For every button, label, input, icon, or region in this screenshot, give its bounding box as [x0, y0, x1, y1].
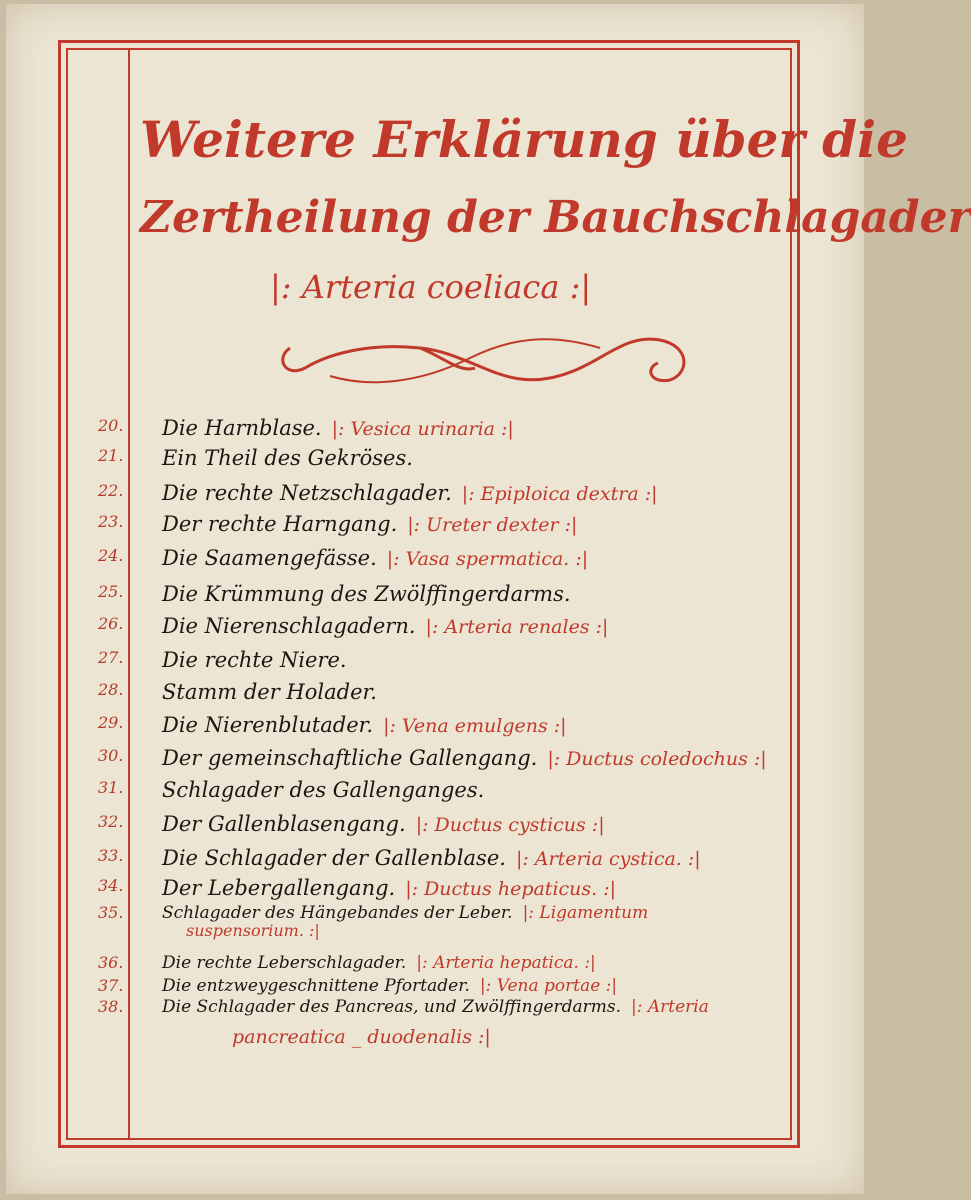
entry-german-term	[162, 997, 709, 1017]
entry-german-term	[162, 953, 596, 973]
entry-row	[0, 713, 872, 743]
entry-number: 33.	[98, 846, 124, 865]
entry-german-text: Der Lebergallengang.	[162, 876, 396, 900]
entry-german-text: Stamm der Holader.	[162, 680, 377, 704]
entry-latin-term: |: Ductus coledochus :|	[547, 748, 767, 770]
entry-german-text: Die Saamengefässe.	[162, 546, 377, 570]
entry-row	[0, 648, 872, 678]
entry-german-text: Die Nierenschlagadern.	[162, 614, 416, 638]
entry-german-term	[162, 876, 616, 900]
entry-number: 30.	[98, 746, 124, 765]
entry-number: 29.	[98, 713, 124, 732]
entry-german-term	[162, 582, 581, 606]
entry-german-term	[162, 903, 648, 923]
title-line-2: Zertheilung der Bauchschlagader	[140, 192, 971, 243]
entry-number: 23.	[98, 512, 124, 531]
entry-number: 21.	[98, 446, 124, 465]
entry-latin-term: |: Ductus cysticus :|	[415, 814, 605, 836]
entry-german-term	[162, 680, 387, 704]
entry-german-text: Die Krümmung des Zwölffingerdarms.	[162, 582, 571, 606]
entry-number: 20.	[98, 416, 124, 435]
entry-german-text: Der rechte Harngang.	[162, 512, 398, 536]
entry-number: 34.	[98, 876, 124, 895]
entry-number: 28.	[98, 680, 124, 699]
entry-german-text: Die rechte Netzschlagader.	[162, 481, 452, 505]
entry-row	[0, 846, 872, 876]
entry-german-text: Die entzweygeschnittene Pfortader.	[162, 976, 470, 996]
entry-german-text: Ein Theil des Gekröses.	[162, 446, 413, 470]
entry-row	[0, 481, 872, 511]
entry-number: 32.	[98, 812, 124, 831]
entry-number: 38.	[98, 997, 124, 1016]
entry-number: 25.	[98, 582, 124, 601]
entry-german-term	[162, 976, 617, 996]
entry-german-text: Schlagader des Gallenganges.	[162, 778, 485, 802]
entry-number: 26.	[98, 614, 124, 633]
entry-german-term	[162, 648, 357, 672]
entry-german-text: Die Schlagader der Gallenblase.	[162, 846, 506, 870]
entry-number: 24.	[98, 546, 124, 565]
entry-latin-term: |: Vesica urinaria :|	[331, 418, 514, 440]
entry-german-term	[162, 446, 423, 470]
entry-latin-term: |: Ligamentum	[522, 903, 649, 923]
entry-german-term	[162, 778, 494, 802]
continuation-35: suspensorium. :|	[186, 921, 320, 940]
entry-german-text: Die rechte Niere.	[162, 648, 347, 672]
entry-number: 36.	[98, 953, 124, 972]
entry-german-text: Der Gallenblasengang.	[162, 812, 406, 836]
entry-german-term	[162, 416, 514, 440]
entry-row	[0, 746, 872, 776]
entry-row	[0, 812, 872, 842]
continuation-38: pancreatica _ duodenalis :|	[232, 1026, 491, 1048]
entry-latin-term: |: Ureter dexter :|	[407, 514, 578, 536]
entry-german-term	[162, 846, 701, 870]
title-line-1: Weitere Erklärung über die	[140, 110, 908, 169]
entry-number: 35.	[98, 903, 124, 922]
entry-german-term	[162, 546, 588, 570]
entry-number: 31.	[98, 778, 124, 797]
entry-row	[0, 876, 872, 906]
entry-row	[0, 614, 872, 644]
entry-row	[0, 546, 872, 576]
decorative-flourish	[270, 318, 700, 398]
entry-row	[0, 446, 872, 476]
entry-german-term	[162, 481, 658, 505]
entry-latin-term: |: Arteria	[631, 997, 709, 1017]
entry-row	[0, 778, 872, 808]
entry-latin-term: |: Arteria renales :|	[425, 616, 609, 638]
entry-number: 27.	[98, 648, 124, 667]
entry-german-term	[162, 812, 605, 836]
entry-latin-term: |: Vena emulgens :|	[383, 715, 567, 737]
entry-german-term	[162, 614, 608, 638]
entry-german-term	[162, 512, 577, 536]
entry-row	[0, 680, 872, 710]
entry-german-text: Der gemeinschaftliche Gallengang.	[162, 746, 538, 770]
entry-latin-term: |: Arteria cystica. :|	[515, 848, 701, 870]
entry-number: 22.	[98, 481, 124, 500]
entry-latin-term: |: Epiploica dextra :|	[461, 483, 658, 505]
entry-latin-term: |: Ductus hepaticus. :|	[405, 878, 617, 900]
entry-latin-term: |: Vena portae :|	[479, 976, 618, 996]
entry-german-text: Die Harnblase.	[162, 416, 322, 440]
entry-row	[0, 903, 872, 933]
title-line-3: |: Arteria coeliaca :|	[270, 268, 592, 306]
entry-german-text: Die Nierenblutader.	[162, 713, 374, 737]
entry-row	[0, 582, 872, 612]
entry-latin-term: |: Vasa spermatica. :|	[386, 548, 589, 570]
entry-german-term	[162, 713, 567, 737]
entry-latin-term: |: Arteria hepatica. :|	[416, 953, 596, 973]
entry-row	[0, 416, 872, 446]
entry-german-text: Die Schlagader des Pancreas, und Zwölffingerdarms.	[162, 997, 622, 1017]
entry-row	[0, 997, 872, 1027]
entry-number: 37.	[98, 976, 124, 995]
entry-german-term	[162, 746, 767, 770]
entry-row	[0, 512, 872, 542]
entry-german-text: Die rechte Leberschlagader.	[162, 953, 407, 973]
entry-german-text: Schlagader des Hängebandes der Leber.	[162, 903, 513, 923]
